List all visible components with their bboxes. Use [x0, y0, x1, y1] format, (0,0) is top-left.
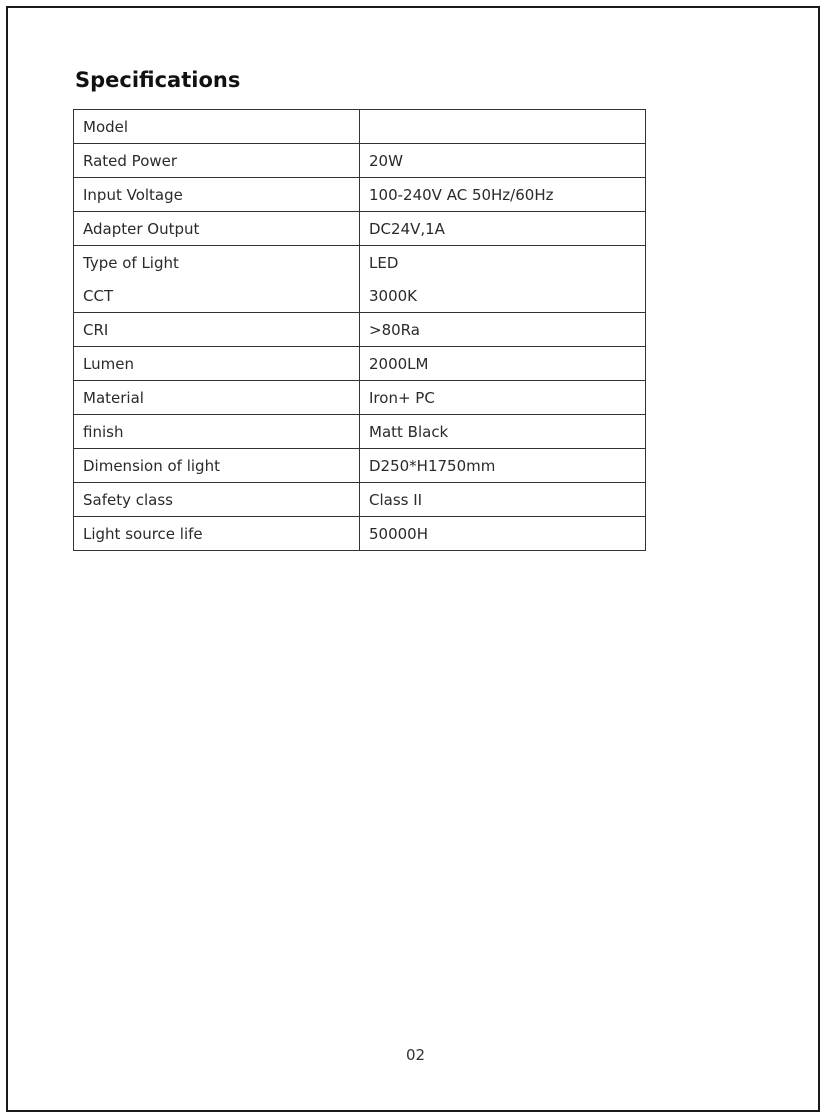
spec-label-cri: CRI [74, 313, 360, 347]
spec-label-type-of-light: Type of Light [74, 246, 360, 280]
spec-label-safety-class: Safety class [74, 483, 360, 517]
page-title: Specifications [75, 68, 241, 92]
table-row [74, 449, 646, 483]
table-row [74, 246, 646, 280]
spec-label-model: Model [74, 110, 360, 144]
spec-value-safety-class: Class II [360, 483, 646, 517]
spec-value-model [360, 110, 646, 144]
table-row [74, 517, 646, 551]
spec-value-light-source-life: 50000H [360, 517, 646, 551]
table-row [74, 347, 646, 381]
spec-value-material: Iron+ PC [360, 381, 646, 415]
spec-value-cri: >80Ra [360, 313, 646, 347]
spec-value-dimension: D250*H1750mm [360, 449, 646, 483]
spec-label-rated-power: Rated Power [74, 144, 360, 178]
spec-value-adapter-output: DC24V,1A [360, 212, 646, 246]
spec-label-light-source-life: Light source life [74, 517, 360, 551]
spec-value-rated-power: 20W [360, 144, 646, 178]
page-number: 02 [405, 1046, 426, 1064]
spec-value-input-voltage: 100-240V AC 50Hz/60Hz [360, 178, 646, 212]
spec-label-input-voltage: Input Voltage [74, 178, 360, 212]
spec-label-finish: finish [74, 415, 360, 449]
table-row [74, 483, 646, 517]
table-row [74, 110, 646, 144]
table-row [74, 212, 646, 246]
spec-label-adapter-output: Adapter Output [74, 212, 360, 246]
table-row [74, 178, 646, 212]
spec-value-finish: Matt Black [360, 415, 646, 449]
spec-label-cct: CCT [74, 279, 360, 313]
spec-value-cct: 3000K [360, 279, 646, 313]
table-row [74, 415, 646, 449]
table-row [74, 279, 646, 313]
specifications-table [73, 109, 646, 551]
spec-label-lumen: Lumen [74, 347, 360, 381]
table-row [74, 381, 646, 415]
table-row [74, 144, 646, 178]
spec-label-dimension: Dimension of light [74, 449, 360, 483]
spec-value-type-of-light: LED [360, 246, 646, 280]
spec-label-material: Material [74, 381, 360, 415]
spec-value-lumen: 2000LM [360, 347, 646, 381]
table-row [74, 313, 646, 347]
